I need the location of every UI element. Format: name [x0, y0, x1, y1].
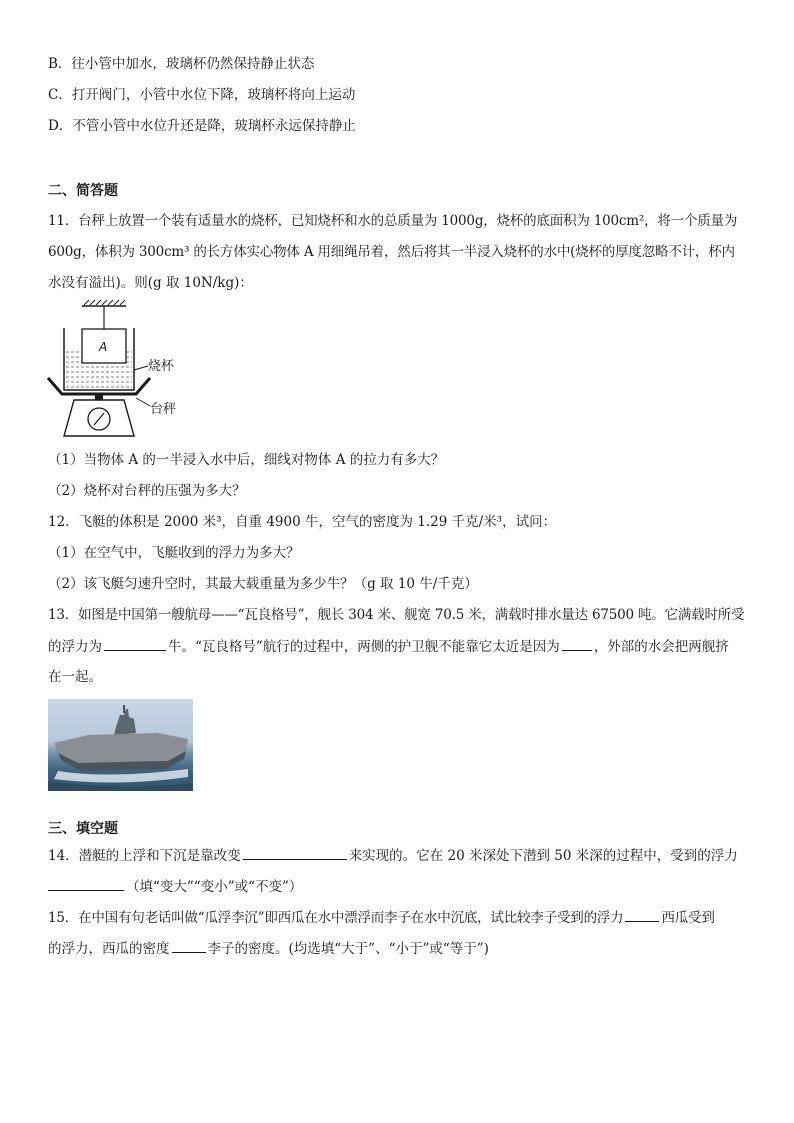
- q12-sub-1: （1）在空气中，飞艇收到的浮力为多大？: [48, 545, 300, 561]
- q13-text-c: ，外部的水会把两舰挤: [593, 639, 729, 655]
- aircraft-carrier-photo: [48, 699, 193, 791]
- q11-line-1: 11．台秤上放置一个装有适量水的烧杯，已知烧杯和水的总质量为 1000g，烧杯的底面积为 100cm²，将一个质量为: [48, 213, 738, 229]
- carrier-illustration: [48, 699, 193, 791]
- option-d: D．不管小管中水位升还是降，玻璃杯永远保持静止: [48, 118, 356, 134]
- scale-leader: [136, 398, 150, 406]
- beaker-scale-figure: [44, 298, 194, 440]
- q13-text-b: 牛。“瓦良格号”航行的过程中，两侧的护卫舰不能靠它太近是因为: [168, 639, 560, 655]
- q15-blank-2[interactable]: [172, 938, 206, 953]
- scale-label: 台秤: [150, 402, 177, 417]
- q13-line-3: 在一起。: [48, 669, 102, 685]
- q11-sub-1: （1）当物体 A 的一半浸入水中后，细线对物体 A 的拉力有多大？: [48, 452, 445, 468]
- q15-blank-1[interactable]: [625, 907, 659, 922]
- q11-line-2: 600g，体积为 300cm³ 的长方体实心物体 A 用细绳吊着，然后将其一半浸入烧杯的水中(烧杯的厚度忽略不计，杯内: [48, 244, 735, 260]
- q14-text-a: 14．潜艇的上浮和下沉是靠改变: [48, 848, 241, 864]
- q15-text-b: 西瓜受到: [661, 910, 715, 926]
- q11-line-3: 水没有溢出)。则(g 取 10N/kg)：: [48, 275, 253, 291]
- block-a-label: A: [99, 340, 108, 354]
- q14-line-2: [48, 876, 754, 897]
- q14-blank-1[interactable]: [243, 845, 347, 860]
- scale-post: [95, 394, 103, 400]
- q15-text-c: 的浮力，西瓜的密度: [48, 941, 170, 957]
- q13-line-2: [48, 636, 754, 657]
- q13-blank-reason[interactable]: [562, 636, 592, 651]
- q12-sub-2: （2）该飞艇匀速升空时，其最大载重量为多少牛？（g 取 10 牛/千克）: [48, 576, 478, 592]
- q14-text-b: 来实现的。它在 20 米深处下潜到 50 米深的过程中，受到的浮力: [348, 848, 738, 864]
- q13-text-a: 的浮力为: [48, 639, 102, 655]
- section-title-short-answer: 二、简答题: [48, 183, 118, 199]
- beaker-leader: [134, 366, 148, 370]
- option-c: C．打开阀门，小管中水位下降，玻璃杯将向上运动: [48, 87, 356, 103]
- q14-text-c: （填“变大”“变小”或“不变”）: [126, 879, 303, 895]
- q14-blank-2[interactable]: [48, 876, 124, 891]
- q15-line-1: [48, 907, 754, 928]
- q15-text-d: 李子的密度。(均选填“大于”、“小于”或“等于”): [207, 941, 489, 957]
- q15-line-2: [48, 938, 754, 959]
- q13-line-1: 13．如图是中国第一艘航母——“瓦良格号”，舰长 304 米、舰宽 70.5 米，满载时排水量达 67500 吨。它满载时所受: [48, 607, 745, 623]
- q14-line-1: [48, 845, 754, 866]
- q13-blank-buoyancy[interactable]: [104, 636, 166, 651]
- beaker-label: 烧杯: [148, 359, 175, 374]
- option-b: B．往小管中加水，玻璃杯仍然保持静止状态: [48, 56, 315, 72]
- q12-line-1: 12．飞艇的体积是 2000 米³，自重 4900 牛，空气的密度为 1.29 千克/米³，试问：: [48, 514, 557, 530]
- q15-text-a: 15．在中国有句老话叫做“瓜浮李沉”即西瓜在水中漂浮而李子在水中沉底，试比较李子受到的浮力: [48, 910, 624, 926]
- ceiling-hatch: [84, 300, 125, 305]
- q11-sub-2: （2）烧杯对台秤的压强为多大？: [48, 483, 246, 499]
- section-title-fill-in: 三、填空题: [48, 821, 118, 837]
